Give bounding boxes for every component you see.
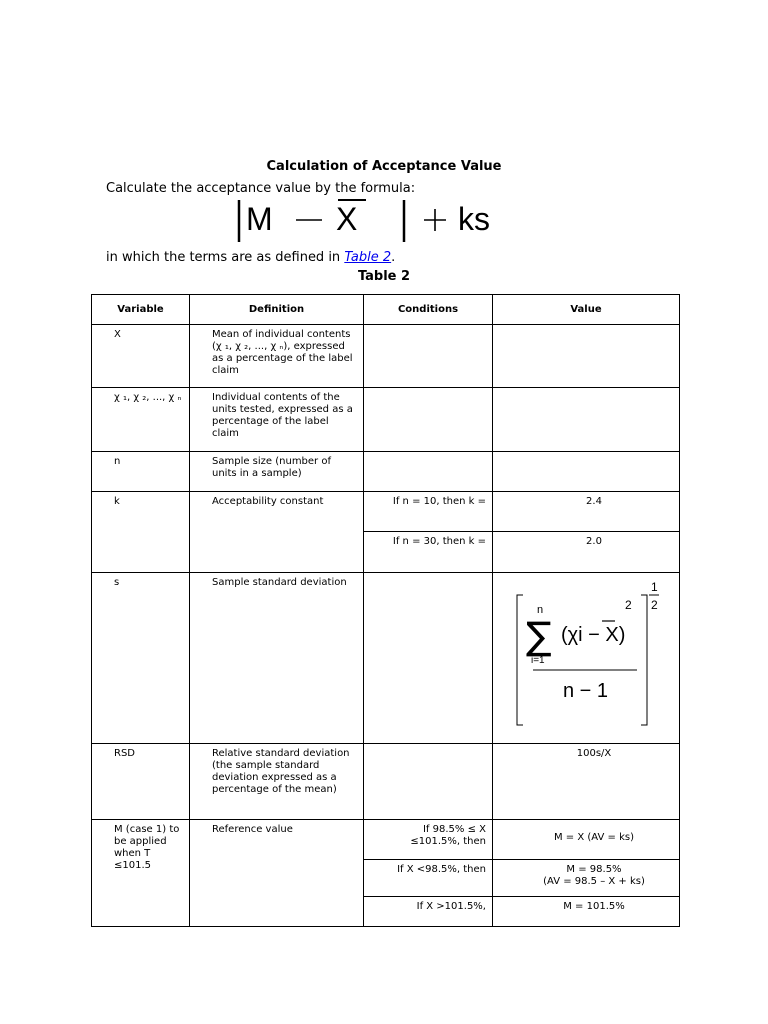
definition-cell: Sample standard deviation	[190, 573, 364, 744]
conditions-cell	[364, 388, 493, 452]
conditions-cell	[364, 452, 493, 492]
variable-cell: n	[92, 452, 190, 492]
svg-text:X: X	[336, 201, 358, 237]
sum-upper: n	[537, 604, 544, 616]
table-row	[92, 388, 680, 452]
header-definition: Definition	[190, 295, 364, 325]
table-row	[92, 820, 680, 860]
value-line: M = 98.5%	[566, 864, 622, 875]
conditions-cell	[364, 325, 493, 388]
table-row	[92, 492, 680, 532]
definition-cell: Individual contents of the units tested, expressed as a percentage of the label claim	[190, 388, 364, 452]
sum-lower: i=1	[531, 655, 545, 666]
definition-cell: Relative standard deviation (the sample standard deviation expressed as a percentage of the mean)	[190, 744, 364, 820]
variable-cell: X	[92, 325, 190, 388]
svg-text:M: M	[246, 201, 273, 237]
conditions-cell	[364, 573, 493, 744]
root-numerator: 1	[651, 580, 658, 594]
terms-sentence	[106, 250, 395, 265]
conditions-cell: If X >101.5%,	[364, 897, 493, 927]
conditions-cell: If n = 10, then k =	[364, 492, 493, 532]
page-title: Calculation of Acceptance Value	[266, 159, 502, 174]
variable-cell: M (case 1) to be applied when T ≤101.5	[92, 820, 190, 927]
table-header-row	[92, 295, 680, 325]
definition-cell: Sample size (number of units in a sample)	[190, 452, 364, 492]
value-cell	[493, 325, 680, 388]
definition-cell: Mean of individual contents (χ ₁, χ ₂, ..., χ ₙ), expressed as a percentage of the label claim	[190, 325, 364, 388]
definition-cell: Acceptability constant	[190, 492, 364, 573]
conditions-cell	[364, 744, 493, 820]
intro-text: Calculate the acceptance value by the formula:	[106, 181, 416, 196]
sum-body: (χi − X)	[561, 624, 626, 646]
variable-cell: s	[92, 573, 190, 744]
table-row	[92, 744, 680, 820]
header-variable: Variable	[92, 295, 190, 325]
value-cell	[493, 388, 680, 452]
table-caption: Table 2	[357, 269, 411, 284]
terms-prefix: in which the terms are as defined in	[106, 250, 345, 265]
value-cell: 2.0	[493, 532, 680, 573]
value-cell: 100s/X	[493, 744, 680, 820]
root-denominator: 2	[651, 598, 658, 612]
value-cell	[493, 573, 680, 744]
value-line: (AV = 98.5 – X + ks)	[543, 876, 645, 887]
terms-suffix: .	[391, 250, 396, 265]
value-cell	[493, 452, 680, 492]
definition-cell: Reference value	[190, 820, 364, 927]
variable-cell: χ ₁, χ ₂, ..., χ ₙ	[92, 388, 190, 452]
square-exponent: 2	[625, 598, 632, 612]
table-2-link[interactable]: Table 2	[344, 250, 392, 265]
header-value: Value	[493, 295, 680, 325]
table-row	[92, 452, 680, 492]
value-cell: 2.4	[493, 492, 680, 532]
table-row	[92, 573, 680, 744]
value-cell: M = X (AV = ks)	[493, 820, 680, 860]
value-cell	[493, 860, 680, 897]
conditions-cell: If n = 30, then k =	[364, 532, 493, 573]
variable-cell: RSD	[92, 744, 190, 820]
standard-deviation-formula	[493, 573, 679, 739]
header-conditions: Conditions	[364, 295, 493, 325]
sum-sign: ∑	[526, 614, 552, 658]
acceptance-table	[91, 294, 680, 927]
svg-text:ks: ks	[458, 201, 490, 237]
conditions-cell: If 98.5% ≤ X ≤101.5%, then	[364, 820, 493, 860]
value-cell: M = 101.5%	[493, 897, 680, 927]
table-row	[92, 325, 680, 388]
denominator: n − 1	[563, 680, 609, 702]
acceptance-value-formula	[232, 194, 532, 246]
variable-cell: k	[92, 492, 190, 573]
conditions-cell: If X <98.5%, then	[364, 860, 493, 897]
